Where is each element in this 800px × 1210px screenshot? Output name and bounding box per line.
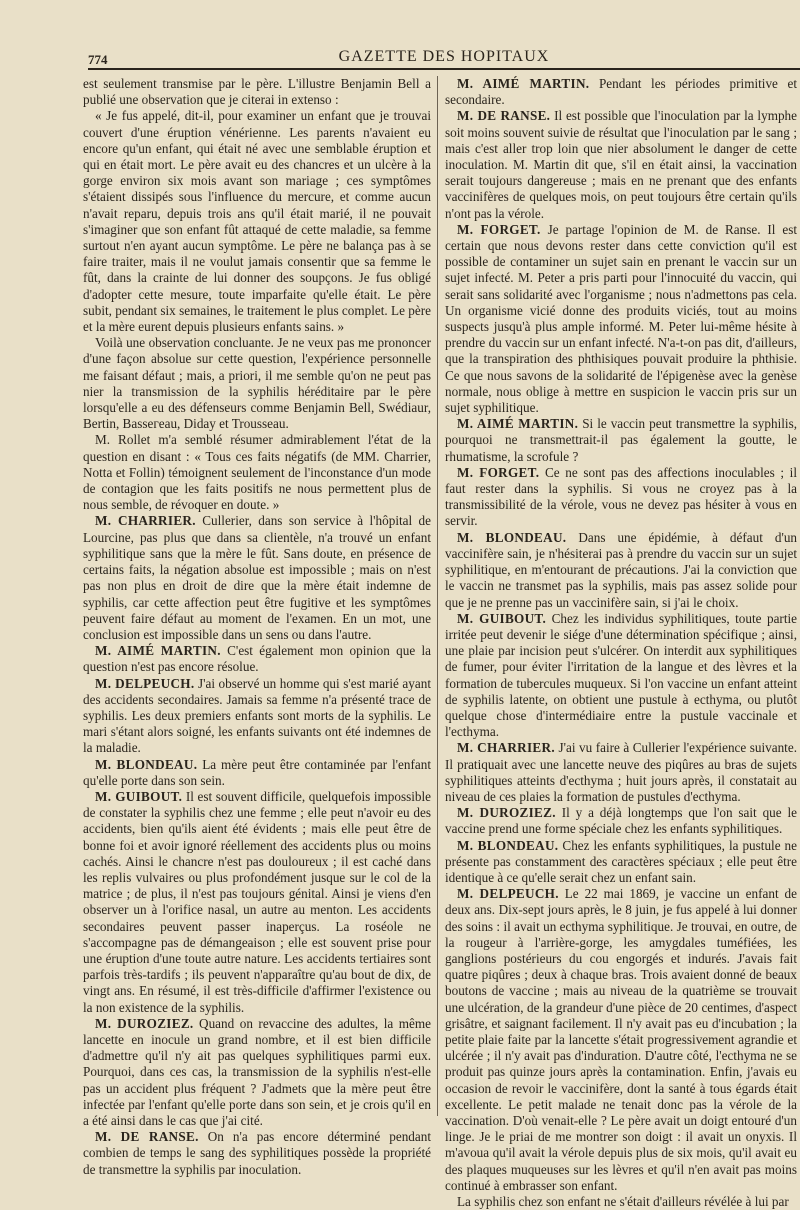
paragraph: [83, 676, 431, 757]
paragraph-text: Il est possible que l'inoculation par la lymphe soit moins souvent suivie de résultat que l'inoculation par le sang ; mais c'est aller trop loin que nier absolument le danger de cette inoculation. M. Martin dit que, s'il en était ainsi, la vaccination serait toujours dangereuse ; mais en ne prenant que des enfants vaccinifères de quelques mois, on peut toujours être certain qu'ils n'ont pas la vérole.: [445, 108, 797, 221]
paragraph-text: Ce ne sont pas des affections inoculables ; il faut rester dans la syphilis. Si vous ne croyez pas à la transmissibilité de la vérole, vous ne devez pas hésiter à vous en servir.: [445, 464, 798, 529]
paragraph-text: Si le vaccin peut transmettre la syphilis, pourquoi ne transmettrait-il pas également la goutte, le rhumatisme, la scrofule ?: [445, 416, 797, 464]
speaker-name: M. FORGET.: [457, 221, 541, 237]
paragraph-text: Il est souvent difficile, quelquefois impossible de constater la syphilis chez une femme ; elle peut n'avoir eu des accidents, bien qu'ils aient été évidents ; mais elle peut être de bonne foi et avoir ignoré réellement des accidents plus ou moins cachés. Ainsi le chancre n'est pas douloureux ; il est caché dans les replis vulvaires ou plus profondément jusque sur le col de la matrice ; de plus, il n'est pas toujours génital. Ainsi je viens d'en observer un à l'orifice nasal, un autre au menton. Les accidents secondaires peuvent passer inaperçus. La roséole ne s'accompagne pas de démangeaison ; elle est souvent prise pour une éruption d'une toute autre nature. Les accidents tertiaires sont parfois très-tardifs ; ils peuvent n'apparaître qu'au bout de dix, de vingt ans. En résumé, il est très-difficile d'affirmer l'existence ou la non existence de la syphilis.: [83, 788, 432, 1015]
paragraph-text: Voilà une observation concluante. Je ne veux pas me prononcer d'une façon absolue sur cette question, l'expérience personnelle me faisant défaut ; mais, a priori, il me semble qu'on ne peut pas nier la transmission de la syphilis héréditaire par le père lorsqu'elle a eu des défenseurs comme Benjamin Bell, Swédiaur, Bertin, Basseгeau, Diday et Trousseau.: [83, 335, 431, 432]
speaker-name: M. DELPEUCH.: [457, 886, 559, 902]
paragraph-text: Chez les individus syphilitiques, toute partie irritée peut devenir le siége d'une détermination spécifique ; ainsi, une plaie par incision peut s'ulcérer. On interdit aux syphilitiques de fumer, pour éviter l'irritation de la langue et des lèvres et la formation de tubercules muqueux. Si l'on vaccine un enfant atteint de syphilis latente, on obtient une pustule à ecthyma, ou plutôt quelque chose d'intermédiaire entre la pustule vaccinale et l'ecthyma.: [445, 610, 798, 740]
page-number: 774: [88, 52, 108, 67]
paragraph: [83, 643, 431, 675]
paragraph: [83, 789, 431, 1016]
paragraph: [83, 513, 431, 643]
speaker-name: M. DUROZIEZ.: [457, 805, 556, 821]
paragraph: [445, 222, 797, 416]
speaker-name: M. FORGET.: [457, 464, 540, 480]
paragraph: [445, 740, 797, 805]
journal-title: GAZETTE DES HOPITAUX: [338, 48, 550, 65]
paragraph-text: Je partage l'opinion de M. de Ranse. Il est certain que nous devons rester dans cette conviction qu'il est possible de contaminer un sujet sain en prenant le vaccin sur un sujet infecté. M. Peter a pris parti pour l'innocuité du vaccin, qui serait sans solidarité avec l'organisme ; nous n'admettons pas cela. Un organisme vicié donne des produits viciés, tout au moins suspects jusqu'à plus ample informé. M. Peter lui-même hésite à prendre du vaccin sur un enfant infecté. N'a-t-on pas dit, d'ailleurs, que la transpiration des phthisiques pouvait produire la phthisie. Ce que nous savons de la solidarité de l'épigenèse avec la genèse normale, nous oblige à mettre en suspicion le vaccin pris sur un sujet syphilitique.: [445, 221, 798, 416]
paragraph-text: M. Rollet m'a semblé résumer admirablement l'état de la question en disant : « Tous ces faits négatifs (de MM. Charrier, Notta et Follin) témoignent seulement de l'inconstance d'un mode de contagion que les faits positifs ne nous permettent plus de nous semble, de révoquer en doute. »: [83, 432, 431, 513]
speaker-name: M. AIMÉ MARTIN.: [457, 416, 579, 432]
page-header: [88, 46, 800, 70]
speaker-name: M. DELPEUCH.: [95, 675, 195, 691]
paragraph-text: Dans une épidémie, à défaut d'un vaccinifère sain, je n'hésiterai pas à prendre du vaccin sur un sujet syphilitique, en m'entourant de précautions. J'ai la conviction que le vaccin ne transmet pas la syphilis, mais pas assez solide pour que je ne prenne pas un vaccinifère sain, si j'ai le choix.: [445, 529, 798, 610]
speaker-name: M. DUROZIEZ.: [95, 1015, 194, 1031]
paragraph: [445, 1194, 797, 1210]
paragraph: [445, 805, 797, 837]
paragraph: [83, 1016, 431, 1129]
paragraph: [83, 76, 431, 108]
paragraph: [83, 757, 431, 789]
speaker-name: M. AIMÉ MARTIN.: [457, 76, 590, 91]
speaker-name: M. GUIBOUT.: [95, 788, 183, 804]
paragraph-text: La mère peut être contaminée par l'enfant qu'elle porte dans son sein.: [83, 756, 432, 788]
paragraph-text: Il y a déjà longtemps que l'on sait que le vaccine prend une forme spéciale chez les enfants syphilitiques.: [445, 805, 797, 837]
column-divider: [437, 76, 438, 1116]
paragraph-text: J'ai vu faire à Cullerier l'expérience suivante. Il pratiquait avec une lancette neuve des piqûres au bras de sujets syphilitiques atteints d'ecthyma ; huit jours après, il constatait au niveau de ces plaies la formation de pustules d'ecthyma.: [445, 740, 797, 804]
right-column: [445, 76, 798, 1210]
paragraph: [445, 886, 797, 1194]
paragraph: [445, 530, 797, 611]
paragraph-text: J'ai observé un homme qui s'est marié ayant des accidents secondaires. Jamais sa femme n'a présenté trace de syphilis. Les deux premiers enfants sont morts de la syphilis. Le mari s'étant alors soigné, les enfants suivants ont été indemnes de la maladie.: [83, 675, 431, 756]
speaker-name: M. AIMÉ MARTIN.: [95, 643, 221, 659]
paragraph-text: « Je fus appelé, dit-il, pour examiner un enfant que je trouvai couvert d'une éruption vénérienne. Les parents n'avaient eu encore qu'un enfant, qui était né avec une semblable éruption et qui en était mort. Le père avait eu des chancres et un ulcère à la gorge environ six mois avant son mariage ; ces symptômes s'étaient dissipés sous l'influence du mercure, et comme aucun n'avait reparu, depuis trois ans qu'il était marié, il ne pouvait s'imaginer que son enfant fût attaqué de cette maladie, sa femme surtout n'en ayant aucun symptôme. Le père ne balança pas à se faire traiter, mais il ne voulut jamais consentir que sa femme le fût, dans la crainte de lui donner des soupçons. Je fus obligé d'adopter cette mesure, toute imparfaite qu'elle était. Le père subit, pendant six semaines, le traitement le plus complet. Le père et la mère eurent depuis plusieurs enfants sains. »: [83, 108, 431, 335]
paragraph: [83, 1129, 431, 1178]
paragraph-text: Le 22 mai 1869, je vaccine un enfant de deux ans. Dix-sept jours après, le 8 juin, je fus appelé à lui donner des soins : il avait un ecthyma syphilitique. Je trouvai, en outre, de la rougeur à l'arrière-gorge, les amygdales tuméfiées, les ganglions postérieurs du cou engorgés et indurés. J'avais fait quatre piqûres ; deux à chaque bras. Trois avaient donné de beaux boutons de vaccine ; mais au niveau de la quatrième se trouvait une ulcération, de la grandeur d'une pièce de 20 centimes, d'aspect grisâtre, et saignant facilement. Il n'y avait pas eu d'incubation ; la petite plaie faite par la lancette s'était progressivement agrandie et ulcérée ; il n'y avait pas d'induration. D'autre côté, l'ecthyma ne se produit pas quinze jours après la contamination. Enfin, j'avais eu occasion de revoir le vaccinifère, dont la santé à tous égards était excellente. Le petit malade ne tenait donc pas la vérole de la vaccination. D'où venait-elle ? Le père avait un doigt entouré d'un linge. Je le priai de me montrer son doigt : il avait un onyxis. Il m'avoua qu'il avait la vérole depuis plus de six mois, qu'il avait eu des plaques muqueuses sur les lèvres et qu'il n'en avait pas moins continué à embrasser son enfant.: [445, 886, 797, 1193]
paragraph: [445, 416, 797, 465]
paragraph: [445, 838, 797, 887]
speaker-name: M. DE RANSE.: [457, 108, 551, 124]
speaker-name: M. DE RANSE.: [95, 1129, 199, 1145]
speaker-name: M. BLONDEAU.: [457, 837, 559, 853]
paragraph: [83, 335, 431, 432]
paragraph: [445, 108, 797, 221]
paragraph: [445, 76, 797, 108]
speaker-name: M. GUIBOUT.: [457, 610, 547, 626]
paragraph-text: La syphilis chez son enfant ne s'était d'ailleurs révélée à lui par: [457, 1194, 789, 1210]
paragraph: [83, 108, 431, 335]
speaker-name: M. BLONDEAU.: [95, 756, 198, 772]
speaker-name: M. CHARRIER.: [457, 740, 555, 756]
paragraph: [83, 432, 431, 513]
paragraph-text: Quand on revaccine des adultes, la même lancette en inocule un grand nombre, et il est bien difficile d'admettre qu'il n'y ait pas quelques syphilitiques parmi eux. Pourquoi, dans ces cas, la transmission de la syphilis n'est-elle pas un accident plus fréquent ? J'admets que la mère peut être infectée par l'enfant qu'elle porte dans son sein, et je crois qu'il en a été ainsi dans le cas que j'ai cité.: [83, 1015, 431, 1128]
paragraph-text: Pendant les périodes primitive et secondaire.: [445, 76, 797, 108]
paragraph-text: Cullerier, dans son service à l'hôpital de Lourcine, pas plus que dans sa clientèle, n'a trouvé un enfant syphilitique sans que la mère le fût. Sans doute, en présence de certains faits, la négation absolue est impossible ; mais on n'est pas non plus en droit de dire que la mère était indemne de syphilis, car cette affection peut être fugitive et les symptômes peuvent faire défaut au moment de l'examen. En un mot, une conclusion est impossible dans un sens ou dans l'autre.: [83, 513, 431, 642]
paragraph-text: est seulement transmise par le père. L'illustre Benjamin Bell a publié une observation que je citerai in extenso :: [83, 76, 431, 108]
paragraph-text: On n'a pas encore déterminé pendant combien de temps le sang des syphilitiques possède la propriété de transmettre la syphilis par inoculation.: [83, 1129, 431, 1177]
paragraph: [445, 611, 797, 741]
paragraph: [445, 465, 797, 530]
speaker-name: M. CHARRIER.: [95, 513, 196, 529]
paragraph-text: C'est également mon opinion que la question n'est pas encore résolue.: [83, 643, 432, 675]
left-column: [83, 76, 432, 1177]
paragraph-text: Chez les enfants syphilitiques, la pustule ne présente pas constamment des caractères spéciaux ; elle peut être identique à ce qu'elle serait chez un enfant sain.: [445, 837, 798, 885]
speaker-name: M. BLONDEAU.: [457, 529, 567, 545]
